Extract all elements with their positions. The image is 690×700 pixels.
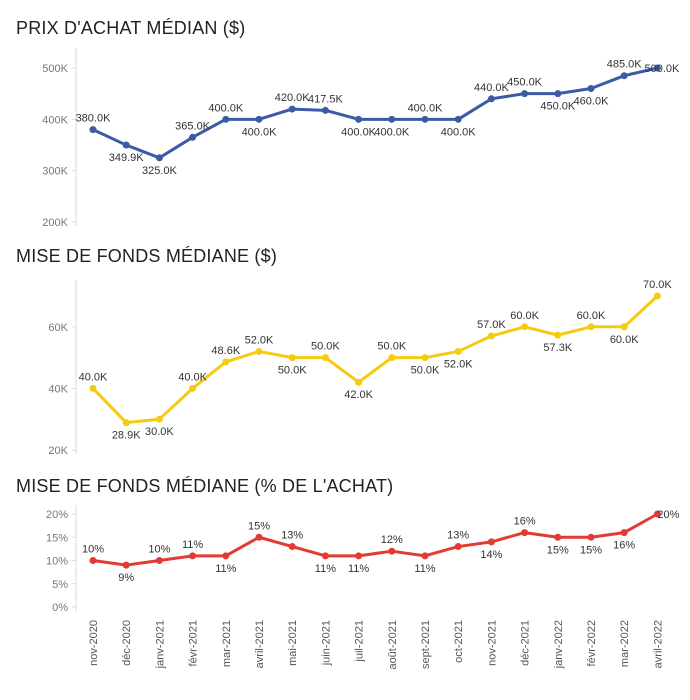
data-point-purchase-price bbox=[621, 72, 628, 79]
data-label-down-payment-pct: 15% bbox=[579, 544, 603, 557]
data-point-down-payment bbox=[488, 333, 495, 340]
data-point-down-payment-pct bbox=[388, 548, 395, 555]
data-point-down-payment bbox=[554, 332, 561, 339]
data-label-down-payment-pct: 9% bbox=[118, 572, 135, 585]
data-point-down-payment-pct bbox=[621, 529, 628, 536]
data-point-down-payment bbox=[521, 323, 528, 330]
data-label-down-payment: 52.0K bbox=[443, 358, 473, 371]
data-point-down-payment bbox=[621, 323, 628, 330]
y-tick-label-purchase-price: 400K bbox=[42, 114, 68, 127]
x-tick-label: févr-2022 bbox=[586, 620, 598, 667]
data-point-down-payment-pct bbox=[289, 543, 296, 550]
data-point-down-payment-pct bbox=[256, 534, 263, 541]
data-label-down-payment: 60.0K bbox=[510, 309, 539, 322]
data-point-purchase-price bbox=[521, 90, 528, 97]
x-tick-label: juin-2021 bbox=[320, 620, 333, 666]
data-point-purchase-price bbox=[289, 106, 296, 113]
x-tick-label: oct-2021 bbox=[453, 620, 466, 663]
data-label-down-payment: 52.0K bbox=[244, 334, 274, 347]
data-point-down-payment-pct bbox=[156, 557, 163, 564]
x-tick-label: déc-2021 bbox=[519, 620, 532, 666]
y-tick-label-purchase-price: 500K bbox=[42, 63, 68, 75]
data-point-down-payment bbox=[289, 354, 296, 361]
data-point-purchase-price bbox=[256, 116, 263, 123]
x-tick-label: nov-2021 bbox=[486, 620, 499, 666]
data-point-purchase-price bbox=[588, 85, 595, 92]
x-tick-label: janv-2022 bbox=[552, 620, 565, 669]
data-label-purchase-price: 440.0K bbox=[473, 81, 509, 94]
data-label-down-payment: 57.3K bbox=[543, 342, 573, 355]
data-label-down-payment-pct: 20% bbox=[657, 509, 680, 521]
data-label-down-payment-pct: 10% bbox=[81, 543, 105, 556]
data-point-down-payment bbox=[455, 348, 462, 355]
data-label-purchase-price: 349.9K bbox=[108, 152, 144, 165]
data-label-purchase-price: 400.0K bbox=[241, 126, 277, 139]
data-label-purchase-price: 450.0K bbox=[540, 100, 576, 113]
data-label-down-payment: 70.0K bbox=[643, 279, 672, 291]
data-point-down-payment bbox=[654, 293, 661, 300]
data-point-down-payment-pct bbox=[588, 534, 595, 541]
y-tick-label-down-payment: 20K bbox=[48, 445, 68, 457]
data-point-down-payment bbox=[222, 358, 229, 365]
data-point-purchase-price bbox=[90, 126, 97, 133]
data-point-purchase-price bbox=[554, 90, 561, 97]
y-tick-label-down-payment: 60K bbox=[48, 321, 68, 334]
x-tick-label: juil-2021 bbox=[353, 620, 366, 662]
data-label-down-payment: 48.6K bbox=[211, 344, 241, 357]
data-point-down-payment-pct bbox=[422, 552, 429, 559]
data-point-purchase-price bbox=[123, 142, 130, 149]
data-point-down-payment bbox=[322, 354, 329, 361]
data-label-down-payment-pct: 11% bbox=[314, 562, 337, 575]
data-point-down-payment-pct bbox=[554, 534, 561, 541]
y-tick-label-down-payment-pct: 20% bbox=[45, 509, 68, 521]
x-tick-label: août-2021 bbox=[386, 620, 399, 670]
x-tick-label: avril-2022 bbox=[652, 620, 665, 669]
data-label-down-payment-pct: 13% bbox=[447, 529, 470, 542]
data-label-down-payment: 40.0K bbox=[178, 371, 207, 384]
data-point-purchase-price bbox=[222, 116, 229, 123]
data-label-down-payment-pct: 10% bbox=[148, 543, 171, 556]
data-label-purchase-price: 400.0K bbox=[208, 102, 244, 115]
y-tick-label-purchase-price: 200K bbox=[42, 217, 68, 229]
data-point-purchase-price bbox=[189, 134, 196, 141]
series-line-down-payment bbox=[93, 296, 657, 423]
data-label-purchase-price: 380.0K bbox=[75, 112, 111, 125]
data-point-down-payment-pct bbox=[189, 552, 196, 559]
data-label-down-payment: 60.0K bbox=[609, 333, 639, 346]
data-label-purchase-price: 450.0K bbox=[507, 76, 543, 89]
data-label-purchase-price: 460.0K bbox=[573, 95, 609, 108]
data-point-down-payment bbox=[189, 385, 196, 392]
data-label-down-payment-pct: 15% bbox=[247, 520, 271, 533]
data-label-purchase-price: 500.0K bbox=[644, 63, 680, 75]
data-point-down-payment-pct bbox=[90, 557, 97, 564]
data-label-down-payment: 50.0K bbox=[410, 364, 440, 377]
data-point-down-payment-pct bbox=[123, 562, 130, 569]
data-point-down-payment-pct bbox=[222, 552, 229, 559]
x-tick-label: nov-2020 bbox=[88, 620, 100, 666]
data-point-down-payment bbox=[90, 385, 97, 392]
data-point-down-payment bbox=[156, 416, 163, 423]
data-point-down-payment-pct bbox=[322, 552, 329, 559]
data-point-down-payment bbox=[388, 354, 395, 361]
y-tick-label-down-payment-pct: 0% bbox=[52, 602, 68, 614]
data-point-purchase-price bbox=[156, 154, 163, 161]
data-label-down-payment: 60.0K bbox=[576, 309, 606, 322]
x-tick-label: mar-2021 bbox=[220, 620, 233, 668]
data-label-down-payment-pct: 11% bbox=[347, 562, 370, 575]
x-tick-label: janv-2021 bbox=[154, 620, 167, 669]
data-label-purchase-price: 485.0K bbox=[606, 58, 642, 71]
series-line-purchase-price bbox=[93, 68, 657, 158]
data-label-down-payment: 42.0K bbox=[344, 389, 373, 402]
data-label-down-payment: 50.0K bbox=[277, 364, 307, 377]
data-label-down-payment: 40.0K bbox=[78, 371, 108, 384]
data-label-down-payment-pct: 15% bbox=[546, 544, 569, 557]
chart-title-down-payment-pct: MISE DE FONDS MÉDIANE (% DE L'ACHAT) bbox=[16, 476, 394, 496]
data-point-purchase-price bbox=[422, 116, 429, 123]
data-label-down-payment: 28.9K bbox=[111, 429, 141, 442]
data-point-purchase-price bbox=[355, 116, 362, 123]
data-point-down-payment-pct bbox=[355, 552, 362, 559]
data-point-down-payment-pct bbox=[455, 543, 462, 550]
data-point-down-payment-pct bbox=[521, 529, 528, 536]
data-label-purchase-price: 400.0K bbox=[341, 126, 377, 139]
data-label-down-payment-pct: 14% bbox=[480, 548, 503, 561]
x-tick-label: avril-2021 bbox=[254, 620, 266, 669]
data-label-purchase-price: 400.0K bbox=[374, 126, 410, 139]
x-tick-label: mai-2021 bbox=[287, 620, 300, 666]
data-label-down-payment: 50.0K bbox=[377, 340, 407, 353]
data-point-purchase-price bbox=[455, 116, 462, 123]
data-label-down-payment-pct: 11% bbox=[414, 562, 436, 575]
series-line-down-payment-pct bbox=[93, 514, 657, 565]
x-tick-label: déc-2020 bbox=[121, 620, 134, 666]
chart-title-purchase-price: PRIX D'ACHAT MÉDIAN ($) bbox=[16, 18, 246, 38]
data-label-purchase-price: 417.5K bbox=[307, 93, 343, 106]
data-label-down-payment: 57.0K bbox=[477, 319, 506, 332]
y-tick-label-purchase-price: 300K bbox=[42, 165, 68, 178]
data-label-purchase-price: 365.0K bbox=[175, 120, 211, 133]
data-label-down-payment: 30.0K bbox=[145, 426, 174, 439]
data-label-down-payment-pct: 12% bbox=[380, 534, 403, 547]
data-point-purchase-price bbox=[388, 116, 395, 123]
x-tick-label: févr-2021 bbox=[187, 620, 200, 667]
data-label-down-payment-pct: 16% bbox=[513, 515, 536, 528]
y-tick-label-down-payment-pct: 10% bbox=[45, 555, 68, 568]
data-point-down-payment bbox=[588, 323, 595, 330]
data-label-purchase-price: 420.0K bbox=[274, 92, 310, 105]
data-label-purchase-price: 400.0K bbox=[407, 102, 443, 115]
data-label-purchase-price: 325.0K bbox=[141, 164, 177, 177]
chart-title-down-payment: MISE DE FONDS MÉDIANE ($) bbox=[16, 246, 278, 266]
y-tick-label-down-payment-pct: 5% bbox=[52, 578, 68, 591]
data-point-down-payment bbox=[422, 354, 429, 361]
y-tick-label-down-payment-pct: 15% bbox=[45, 532, 68, 545]
data-point-down-payment bbox=[355, 379, 362, 386]
data-label-down-payment-pct: 11% bbox=[181, 538, 204, 551]
data-label-down-payment-pct: 13% bbox=[281, 529, 304, 542]
data-point-purchase-price bbox=[488, 95, 495, 102]
x-tick-label: mar-2022 bbox=[619, 620, 632, 668]
data-point-down-payment-pct bbox=[488, 538, 495, 545]
data-point-purchase-price bbox=[322, 107, 329, 114]
y-tick-label-down-payment: 40K bbox=[48, 383, 68, 396]
data-label-purchase-price: 400.0K bbox=[440, 126, 476, 139]
data-label-down-payment-pct: 16% bbox=[613, 539, 636, 552]
data-label-down-payment-pct: 11% bbox=[215, 562, 237, 575]
data-point-down-payment bbox=[123, 419, 130, 426]
data-point-down-payment bbox=[256, 348, 263, 355]
x-tick-label: sept-2021 bbox=[420, 620, 432, 669]
data-label-down-payment: 50.0K bbox=[311, 340, 340, 353]
